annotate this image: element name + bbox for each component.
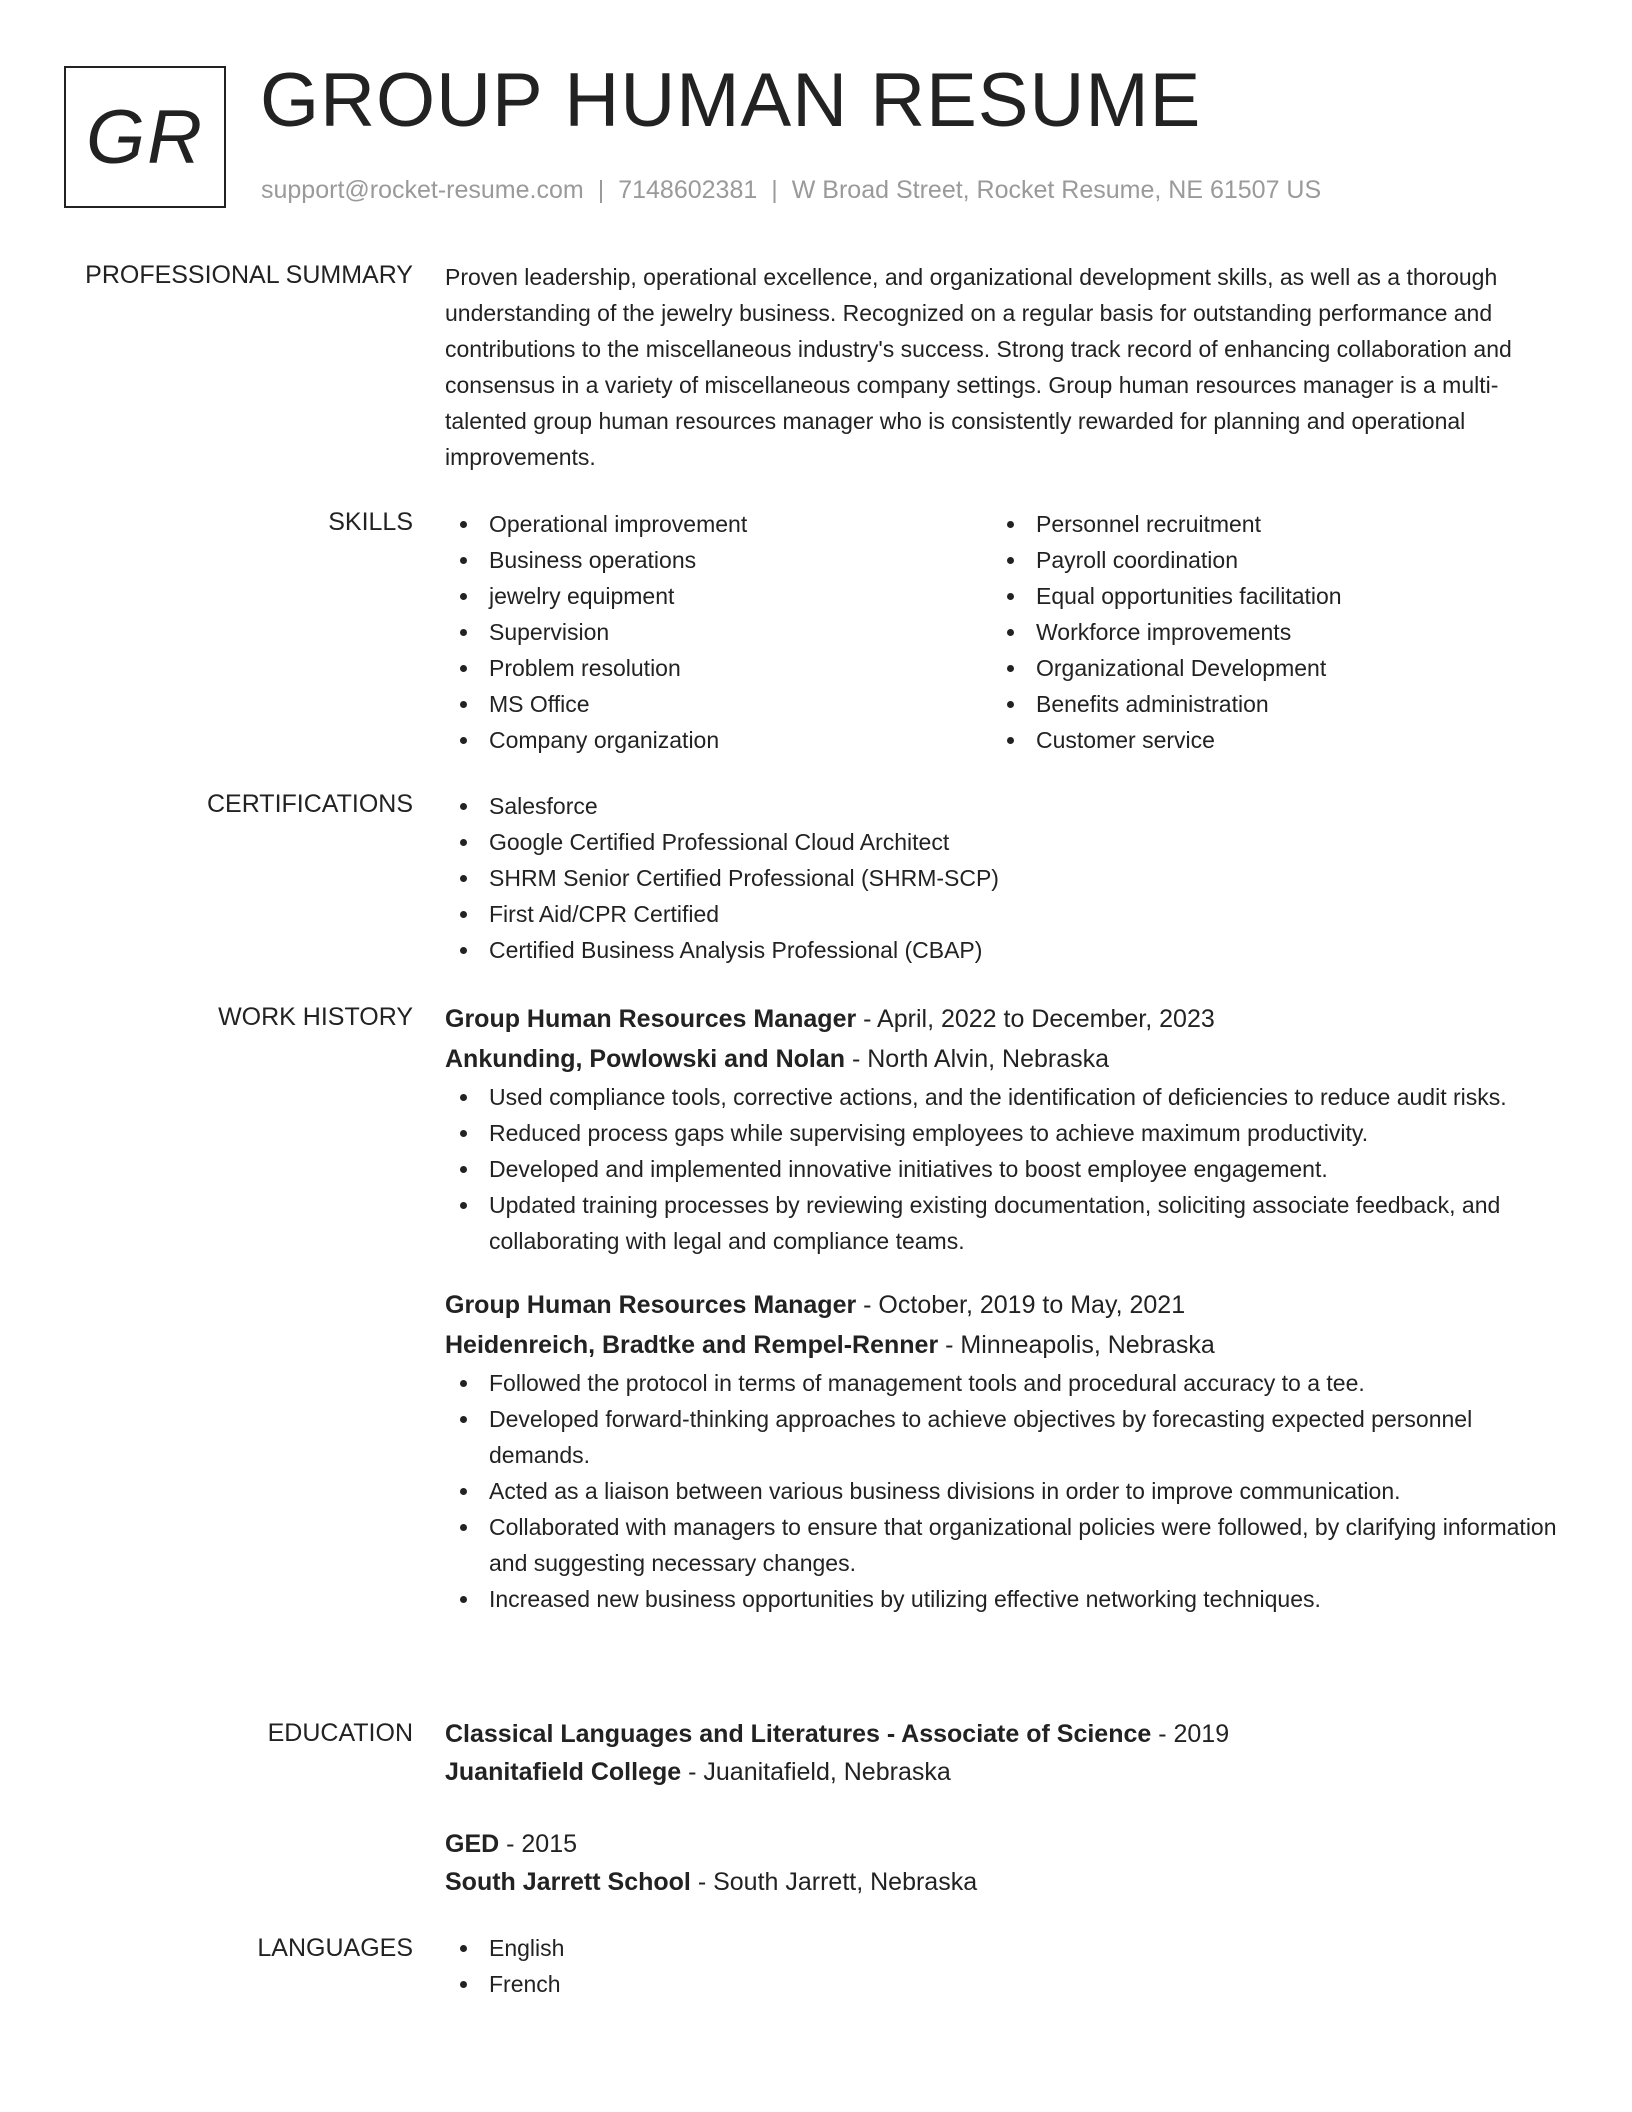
job-bullet: Collaborated with managers to ensure that organizational policies were followed, by clarifying information and suggesting necessary changes. — [445, 1509, 1575, 1581]
job-company: Ankunding, Powlowski and Nolan — [445, 1045, 846, 1073]
job-location: - Minneapolis, Nebraska — [938, 1331, 1215, 1359]
section-label-skills: SKILLS — [328, 508, 413, 536]
certification-item: First Aid/CPR Certified — [445, 896, 1565, 932]
job-title-line — [445, 999, 1575, 1039]
education-school-line — [445, 1863, 1565, 1901]
job-bullet: Used compliance tools, corrective actions, and the identification of deficiencies to reduce audit risks. — [445, 1079, 1575, 1115]
skills-list-right — [992, 506, 1539, 758]
job-entry — [445, 1285, 1575, 1617]
job-company: Heidenreich, Bradtke and Rempel-Renner — [445, 1331, 939, 1359]
job-dates: - October, 2019 to May, 2021 — [856, 1291, 1186, 1319]
skill-item: Organizational Development — [992, 650, 1539, 686]
skill-item: Business operations — [445, 542, 992, 578]
education-degree: Classical Languages and Literatures - Associate of Science — [445, 1720, 1152, 1748]
job-title: Group Human Resources Manager — [445, 1005, 857, 1033]
section-label-summary: PROFESSIONAL SUMMARY — [85, 261, 413, 289]
skill-item: Equal opportunities facilitation — [992, 578, 1539, 614]
education-location: - South Jarrett, Nebraska — [690, 1868, 978, 1896]
contact-line — [261, 174, 1321, 206]
section-body-languages — [445, 1930, 1565, 2002]
language-item: English — [445, 1930, 1565, 1966]
contact-address: W Broad Street, Rocket Resume, NE 61507 US — [791, 176, 1322, 204]
skill-item: MS Office — [445, 686, 992, 722]
education-year: - 2015 — [499, 1830, 578, 1858]
education-entry — [445, 1825, 1565, 1901]
skill-item: Problem resolution — [445, 650, 992, 686]
summary-text: Proven leadership, operational excellence, and organizational development skills, as well as a thorough understanding of the jewelry business. Recognized on a regular basis for outstanding performance and contributions to the miscellaneous industry's success. Strong track record of enhancing collaboration and consensus in a variety of miscellaneous company settings. Group human resources manager is a multi-talented group human resources manager who is consistently rewarded for planning and operational improvements. — [445, 264, 1512, 470]
skill-item: Payroll coordination — [992, 542, 1539, 578]
skill-item: Benefits administration — [992, 686, 1539, 722]
education-location: - Juanitafield, Nebraska — [681, 1758, 951, 1786]
language-item: French — [445, 1966, 1565, 2002]
job-bullets — [445, 1365, 1575, 1617]
section-label-certifications: CERTIFICATIONS — [206, 790, 413, 818]
skills-columns — [445, 506, 1565, 758]
section-body-summary — [445, 259, 1555, 475]
education-year: - 2019 — [1151, 1720, 1230, 1748]
job-company-line — [445, 1039, 1575, 1079]
certification-item: Google Certified Professional Cloud Architect — [445, 824, 1565, 860]
languages-list — [445, 1930, 1565, 2002]
skill-item: Workforce improvements — [992, 614, 1539, 650]
education-degree-line — [445, 1715, 1565, 1753]
section-body-certifications — [445, 788, 1565, 968]
job-bullet: Developed and implemented innovative initiatives to boost employee engagement. — [445, 1151, 1575, 1187]
job-bullet: Updated training processes by reviewing existing documentation, soliciting associate feedback, and collaborating with legal and compliance teams. — [445, 1187, 1575, 1259]
job-location: - North Alvin, Nebraska — [845, 1045, 1110, 1073]
certifications-list — [445, 788, 1565, 968]
job-bullet: Reduced process gaps while supervising employees to achieve maximum productivity. — [445, 1115, 1575, 1151]
certification-item: SHRM Senior Certified Professional (SHRM-SCP) — [445, 860, 1565, 896]
skills-list-left — [445, 506, 992, 758]
resume-name: GROUP HUMAN RESUME — [260, 58, 1202, 143]
skill-item: Supervision — [445, 614, 992, 650]
section-label-education: EDUCATION — [267, 1719, 413, 1747]
job-bullet: Acted as a liaison between various business divisions in order to improve communication. — [445, 1473, 1575, 1509]
job-bullets — [445, 1079, 1575, 1259]
skill-item: Company organization — [445, 722, 992, 758]
job-bullet: Increased new business opportunities by utilizing effective networking techniques. — [445, 1581, 1575, 1617]
skill-item: Operational improvement — [445, 506, 992, 542]
education-degree: GED — [445, 1830, 500, 1858]
education-school: Juanitafield College — [445, 1758, 682, 1786]
section-body-education — [445, 1715, 1565, 1901]
education-degree-line — [445, 1825, 1565, 1863]
contact-separator: | — [771, 176, 778, 204]
skill-item: Customer service — [992, 722, 1539, 758]
skill-item: Personnel recruitment — [992, 506, 1539, 542]
education-school-line — [445, 1753, 1565, 1791]
education-school: South Jarrett School — [445, 1868, 691, 1896]
job-title-line — [445, 1285, 1575, 1325]
contact-phone[interactable]: 7148602381 — [618, 176, 758, 204]
contact-separator: | — [597, 176, 605, 204]
job-bullet: Developed forward-thinking approaches to achieve objectives by forecasting expected personnel demands. — [445, 1401, 1575, 1473]
section-body-work-history — [445, 999, 1575, 1617]
job-dates: - April, 2022 to December, 2023 — [856, 1005, 1215, 1033]
certification-item: Certified Business Analysis Professional (CBAP) — [445, 932, 1565, 968]
contact-email[interactable]: support@rocket-resume.com — [261, 176, 584, 204]
section-body-skills — [445, 506, 1565, 758]
monogram-box — [64, 66, 226, 208]
monogram-initials: GR — [86, 94, 204, 180]
job-title: Group Human Resources Manager — [445, 1291, 857, 1319]
job-bullet: Followed the protocol in terms of management tools and procedural accuracy to a tee. — [445, 1365, 1575, 1401]
skill-item: jewelry equipment — [445, 578, 992, 614]
education-entry — [445, 1715, 1565, 1791]
job-entry — [445, 999, 1575, 1259]
job-company-line — [445, 1325, 1575, 1365]
section-label-work-history: WORK HISTORY — [218, 1003, 413, 1031]
certification-item: Salesforce — [445, 788, 1565, 824]
section-label-languages: LANGUAGES — [257, 1934, 413, 1962]
